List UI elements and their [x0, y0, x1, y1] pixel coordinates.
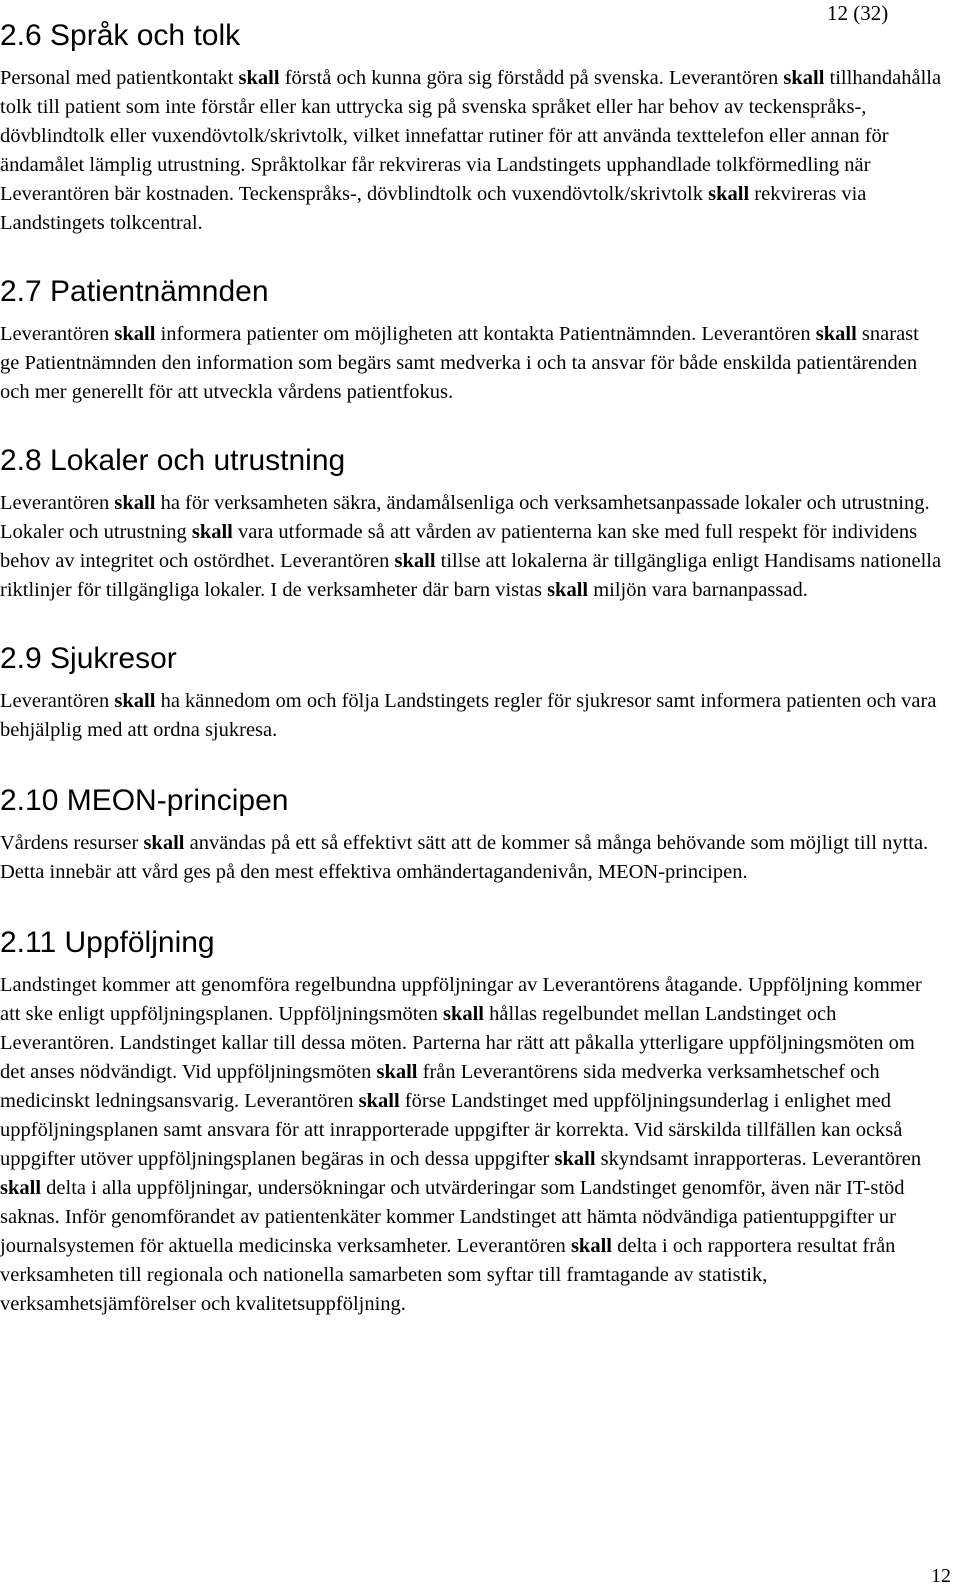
page-number-footer: 12: [931, 1565, 951, 1587]
emphasis-text: skall: [554, 1148, 596, 1170]
section-heading: 2.11 Uppföljning: [0, 926, 215, 959]
paragraph-text: tillse att lokalerna är tillgängliga enligt Handisams nationella riktlinjer för tillgängliga lokaler. I de verksamheter där barn vistas: [0, 550, 942, 601]
paragraph-text: ha för verksamheten säkra, ändamålsenliga och verksamhetsanpassade lokaler och utrustning. Lokaler och utrustning: [0, 492, 930, 543]
emphasis-text: skall: [376, 1061, 418, 1083]
emphasis-text: skall: [114, 492, 156, 514]
section-uppfoljning: [0, 923, 942, 1319]
paragraph-text: Vårdens resurser: [0, 832, 144, 854]
section-gap: [0, 745, 942, 781]
emphasis-text: skall: [815, 323, 857, 345]
emphasis-text: skall: [783, 67, 825, 89]
paragraph-text: Personal med patientkontakt: [0, 67, 239, 89]
emphasis-text: skall: [394, 550, 436, 572]
document-body: [0, 16, 942, 1319]
section-heading: 2.6 Språk och tolk: [0, 19, 241, 52]
paragraph-text: vara utformade så att vården av patienterna kan ske med full respekt för individens behov av integritet och ostördhet. Leverantören: [0, 521, 918, 572]
section-patientnamnden: [0, 272, 942, 407]
section-sjukresor: [0, 639, 942, 745]
emphasis-text: skall: [114, 323, 156, 345]
section-paragraph: [0, 320, 942, 407]
paragraph-text: delta i och rapportera resultat från verksamheten till regionala och nationella samarbeten som syftar till framtagande av statistik, verksamhetsjämförelser och kvalitetsuppföljning.: [0, 1235, 896, 1315]
paragraph-text: miljön vara barnanpassad.: [588, 579, 808, 601]
paragraph-text: från Leverantörens sida medverka verksamhetschef och medicinskt ledningsansvarig. Leverantören: [0, 1061, 880, 1112]
emphasis-text: skall: [143, 832, 185, 854]
paragraph-text: skyndsamt inrapporteras. Leverantören: [595, 1148, 922, 1170]
section-lokaler-och-utrustning: [0, 441, 942, 605]
paragraph-text: ha kännedom om och följa Landstingets regler för sjukresor samt informera patienten och vara behjälplig med att ordna sjukresa.: [0, 690, 937, 741]
emphasis-text: skall: [238, 67, 280, 89]
page-number-header: 12 (32): [827, 1, 889, 25]
paragraph-text: förstå och kunna göra sig förstådd på svenska. Leverantören: [279, 67, 784, 89]
emphasis-text: skall: [191, 521, 233, 543]
section-gap: [0, 887, 942, 923]
section-meon-principen: [0, 781, 942, 887]
paragraph-text: snarast ge Patientnämnden den information som begärs samt medverka i och ta ansvar för både enskilda patientärenden och mer generellt för att utveckla vårdens patientfokus.: [0, 323, 919, 403]
paragraph-text: Leverantören: [0, 690, 115, 712]
paragraph-text: Leverantören: [0, 492, 115, 514]
section-gap: [0, 605, 942, 639]
section-paragraph: [0, 687, 942, 745]
paragraph-text: rekvireras via Landstingets tolkcentral.: [0, 183, 867, 234]
section-heading: 2.7 Patientnämnden: [0, 275, 269, 308]
emphasis-text: skall: [358, 1090, 400, 1112]
section-heading: 2.9 Sjukresor: [0, 642, 177, 675]
section-sprak-och-tolk: [0, 16, 942, 238]
paragraph-text: hållas regelbundet mellan Landstinget och Leverantören. Landstinget kallar till dessa möten. Parterna har rätt att påkalla ytterligare uppföljningsmöten om det anses nödvändigt. Vid uppföljningsmöten: [0, 1003, 915, 1083]
section-paragraph: [0, 829, 942, 887]
paragraph-text: Landstinget kommer att genomföra regelbundna uppföljningar av Leverantörens åtagande. Uppföljning kommer att ske enligt uppföljningsplanen. Uppföljningsmöten: [0, 974, 922, 1025]
emphasis-text: skall: [442, 1003, 485, 1025]
emphasis-text: skall: [708, 183, 750, 205]
paragraph-text: användas på ett så effektivt sätt att de kommer så många behövande som möjligt till nytta. Detta innebär att vård ges på den mest effektiva omhändertagandenivån, MEON-principen.: [0, 832, 929, 883]
paragraph-text: Leverantören: [0, 323, 115, 345]
paragraph-text: delta i alla uppföljningar, undersökningar och utvärderingar som Landstinget genomför, även när IT-stöd saknas. Inför genomförandet av patientenkäter kommer Landstinget att hämta nödvändiga patientuppgifter ur journalsystemen för aktuella medicinska verksamheter. Leverantören: [0, 1177, 905, 1257]
paragraph-text: förse Landstinget med uppföljningsunderlag i enlighet med uppföljningsplanen samt ansvara för att inrapporterade uppgifter är korrekta. Vid särskilda tillfällen kan också uppgifter utöver uppföljningsplanen begäras in och dessa uppgifter: [0, 1090, 903, 1170]
section-gap: [0, 238, 942, 272]
emphasis-text: skall: [547, 579, 589, 601]
paragraph-text: informera patienter om möjligheten att kontakta Patientnämnden. Leverantören: [155, 323, 816, 345]
section-gap: [0, 407, 942, 441]
paragraph-text: tillhandahålla tolk till patient som inte förstår eller kan uttrycka sig på svenska språket eller har behov av teckenspråks-, dövblindtolk eller vuxendövtolk/skrivtolk, vilket innefattar rutiner för att använda texttelefon eller annan för ändamålet lämplig utrustning. Språktolkar får rekvireras via Landstingets upphandlade tolkförmedling när Leverantören bär kostnaden. Teckenspråks-, dövblindtolk och vuxendövtolk/skrivtolk: [0, 67, 942, 205]
section-heading: 2.8 Lokaler och utrustning: [0, 444, 346, 477]
section-heading: 2.10 MEON-principen: [0, 784, 289, 817]
section-paragraph: [0, 971, 942, 1319]
emphasis-text: skall: [570, 1235, 612, 1257]
section-paragraph: [0, 64, 942, 238]
emphasis-text: skall: [114, 690, 156, 712]
section-paragraph: [0, 489, 942, 605]
emphasis-text: skall: [0, 1177, 42, 1199]
